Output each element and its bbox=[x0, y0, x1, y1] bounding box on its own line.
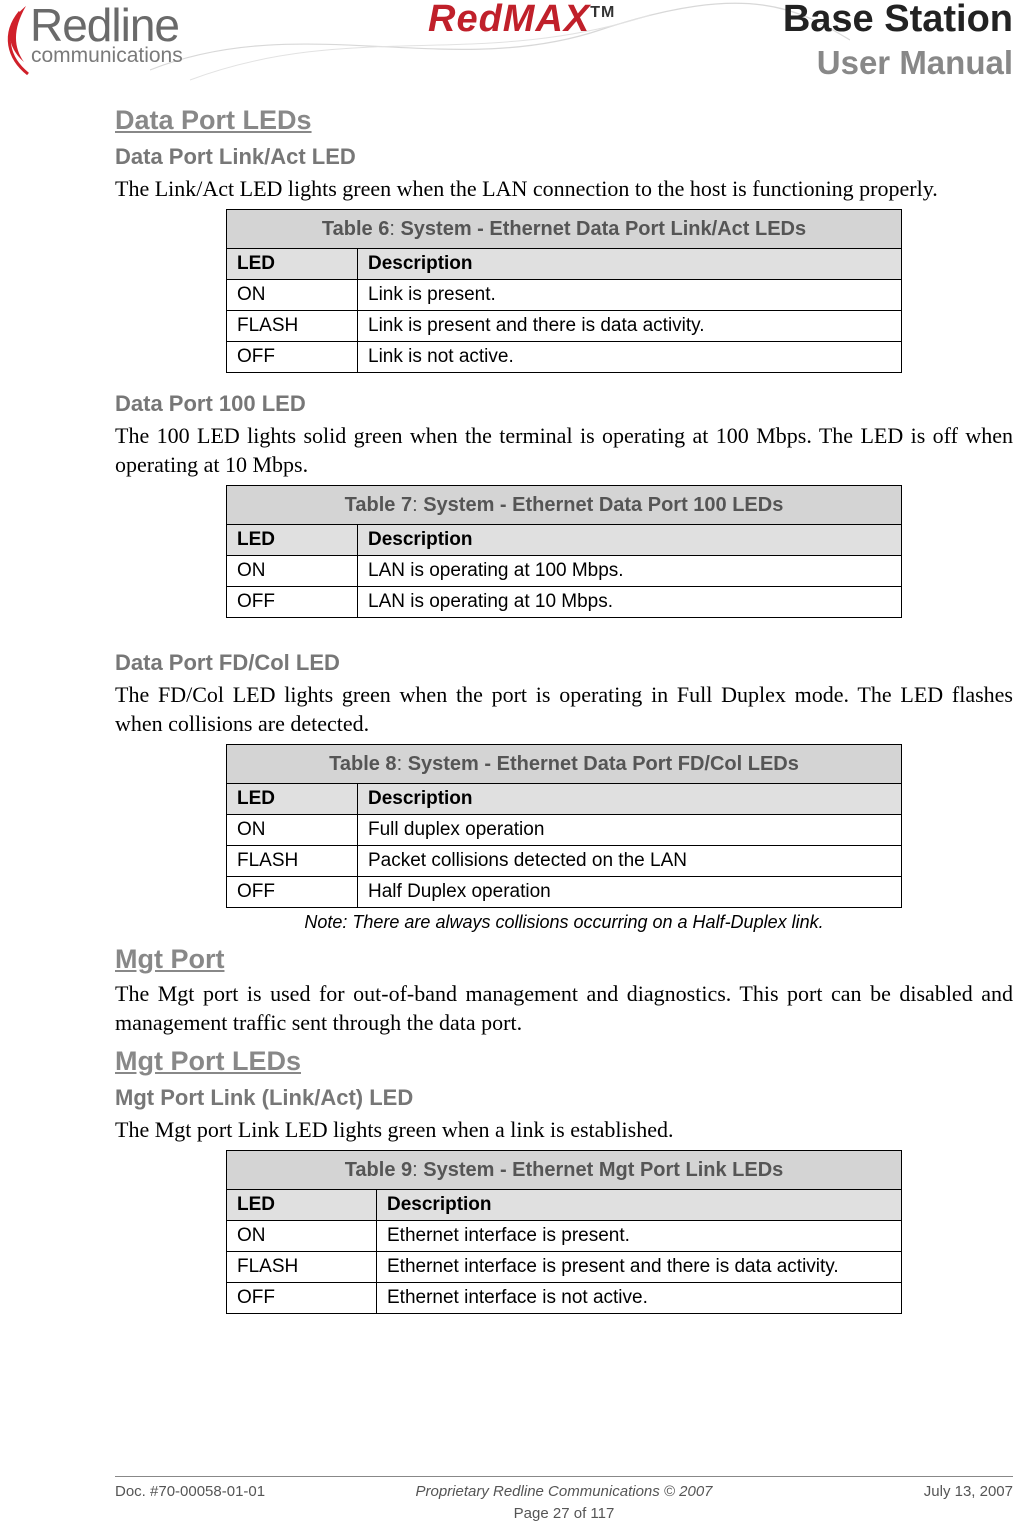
table-row bbox=[227, 815, 902, 846]
brand-red: Red bbox=[428, 0, 503, 40]
table-row bbox=[227, 556, 902, 587]
doc-title-line2: User Manual bbox=[816, 44, 1013, 81]
paragraph-link-act: The Link/Act LED lights green when the LAN connection to the host is functioning properly. bbox=[115, 176, 938, 201]
cell-description: LAN is operating at 100 Mbps. bbox=[358, 556, 902, 587]
logo-wordmark: Redline bbox=[30, 0, 179, 51]
table-row bbox=[227, 877, 902, 908]
cell-description: Half Duplex operation bbox=[358, 877, 902, 908]
heading-mgt-port: Mgt Port bbox=[115, 944, 225, 974]
table-6-title: System - Ethernet Data Port Link/Act LEDs bbox=[400, 217, 807, 240]
page-header bbox=[0, 0, 1017, 88]
footer-doc-number: Doc. #70-00058-01-01 bbox=[115, 1483, 266, 1500]
cell-description: Packet collisions detected on the LAN bbox=[358, 846, 902, 877]
table-6 bbox=[226, 209, 902, 373]
table-8-title: System - Ethernet Data Port FD/Col LEDs bbox=[407, 752, 799, 775]
col-header-description: Description bbox=[358, 249, 902, 280]
col-header-led: LED bbox=[227, 1190, 377, 1221]
table-row bbox=[227, 280, 902, 311]
cell-led: OFF bbox=[227, 877, 358, 908]
table-6-header-row bbox=[227, 249, 902, 280]
col-header-description: Description bbox=[358, 784, 902, 815]
brand-max: MAX bbox=[502, 0, 591, 40]
heading-fdcol-led: Data Port FD/Col LED bbox=[115, 650, 340, 675]
cell-led: ON bbox=[227, 1221, 377, 1252]
table-row bbox=[227, 311, 902, 342]
cell-description: Link is present and there is data activity. bbox=[358, 311, 902, 342]
table-8 bbox=[226, 744, 902, 908]
paragraph-fdcol: The FD/Col LED lights green when the port is operating in Full Duplex mode. The LED flashes when collisions are detected. bbox=[115, 682, 1013, 736]
table-7-label: Table 7 bbox=[344, 493, 413, 516]
table-9 bbox=[226, 1150, 902, 1314]
table-9-header-row bbox=[227, 1190, 902, 1221]
paragraph-100-led: The 100 LED lights solid green when the terminal is operating at 100 Mbps. The LED is off when operating at 10 Mbps. bbox=[115, 423, 1013, 477]
cell-led: OFF bbox=[227, 342, 358, 373]
logo-subtitle: communications bbox=[31, 44, 183, 67]
col-header-description: Description bbox=[358, 525, 902, 556]
redmax-brand bbox=[428, 0, 615, 41]
cell-led: OFF bbox=[227, 587, 358, 618]
col-header-description: Description bbox=[377, 1190, 902, 1221]
table-6-label: Table 6 bbox=[321, 217, 390, 240]
footer-copyright: Proprietary Redline Communications © 2007 bbox=[415, 1483, 713, 1500]
paragraph-mgt-link: The Mgt port Link LED lights green when a link is established. bbox=[115, 1117, 674, 1142]
heading-link-act-led: Data Port Link/Act LED bbox=[115, 144, 356, 169]
table-7-caption: Table 7: System - Ethernet Data Port 100 LEDs bbox=[227, 486, 902, 525]
col-header-led: LED bbox=[227, 249, 358, 280]
page-content bbox=[115, 100, 1013, 1314]
table-row bbox=[227, 1252, 902, 1283]
table-7 bbox=[226, 485, 902, 618]
cell-led: OFF bbox=[227, 1283, 377, 1314]
footer-page-number: Page 27 of 117 bbox=[513, 1505, 615, 1522]
table-8-note: Note: There are always collisions occurring on a Half-Duplex link. bbox=[304, 912, 824, 932]
cell-led: FLASH bbox=[227, 1252, 377, 1283]
heading-data-port-leds: Data Port LEDs bbox=[115, 105, 312, 135]
footer-date: July 13, 2007 bbox=[923, 1483, 1013, 1500]
cell-description: LAN is operating at 10 Mbps. bbox=[358, 587, 902, 618]
table-8-header-row bbox=[227, 784, 902, 815]
cell-description: Full duplex operation bbox=[358, 815, 902, 846]
heading-mgt-port-leds: Mgt Port LEDs bbox=[115, 1046, 301, 1076]
table-row bbox=[227, 1283, 902, 1314]
col-header-led: LED bbox=[227, 784, 358, 815]
table-8-caption: Table 8: System - Ethernet Data Port FD/Col LEDs bbox=[227, 745, 902, 784]
table-9-caption: Table 9: System - Ethernet Mgt Port Link LEDs bbox=[227, 1151, 902, 1190]
page-footer bbox=[115, 1476, 1013, 1522]
cell-led: ON bbox=[227, 556, 358, 587]
cell-description: Link is not active. bbox=[358, 342, 902, 373]
redline-logo bbox=[0, 0, 215, 80]
cell-led: ON bbox=[227, 280, 358, 311]
table-row bbox=[227, 1221, 902, 1252]
table-row bbox=[227, 342, 902, 373]
cell-led: FLASH bbox=[227, 846, 358, 877]
cell-description: Ethernet interface is present and there is data activity. bbox=[377, 1252, 902, 1283]
table-row bbox=[227, 587, 902, 618]
cell-description: Link is present. bbox=[358, 280, 902, 311]
heading-mgt-link-led: Mgt Port Link (Link/Act) LED bbox=[115, 1085, 414, 1110]
doc-title-line1: Base Station bbox=[782, 0, 1013, 40]
cell-led: ON bbox=[227, 815, 358, 846]
redline-swoosh-icon bbox=[0, 4, 32, 76]
table-9-title: System - Ethernet Mgt Port Link LEDs bbox=[423, 1158, 784, 1181]
col-header-led: LED bbox=[227, 525, 358, 556]
table-8-label: Table 8 bbox=[329, 752, 397, 775]
table-7-header-row bbox=[227, 525, 902, 556]
cell-description: Ethernet interface is present. bbox=[377, 1221, 902, 1252]
paragraph-mgt-port: The Mgt port is used for out-of-band management and diagnostics. This port can be disabled and management traffic sent through the data port. bbox=[115, 981, 1013, 1035]
cell-led: FLASH bbox=[227, 311, 358, 342]
cell-description: Ethernet interface is not active. bbox=[377, 1283, 902, 1314]
table-row bbox=[227, 846, 902, 877]
table-9-label: Table 9 bbox=[344, 1158, 413, 1181]
heading-100-led: Data Port 100 LED bbox=[115, 391, 306, 416]
table-6-caption: Table 6: System - Ethernet Data Port Link/Act LEDs bbox=[227, 210, 902, 249]
brand-tm: TM bbox=[590, 4, 616, 21]
table-7-title: System - Ethernet Data Port 100 LEDs bbox=[423, 493, 784, 516]
